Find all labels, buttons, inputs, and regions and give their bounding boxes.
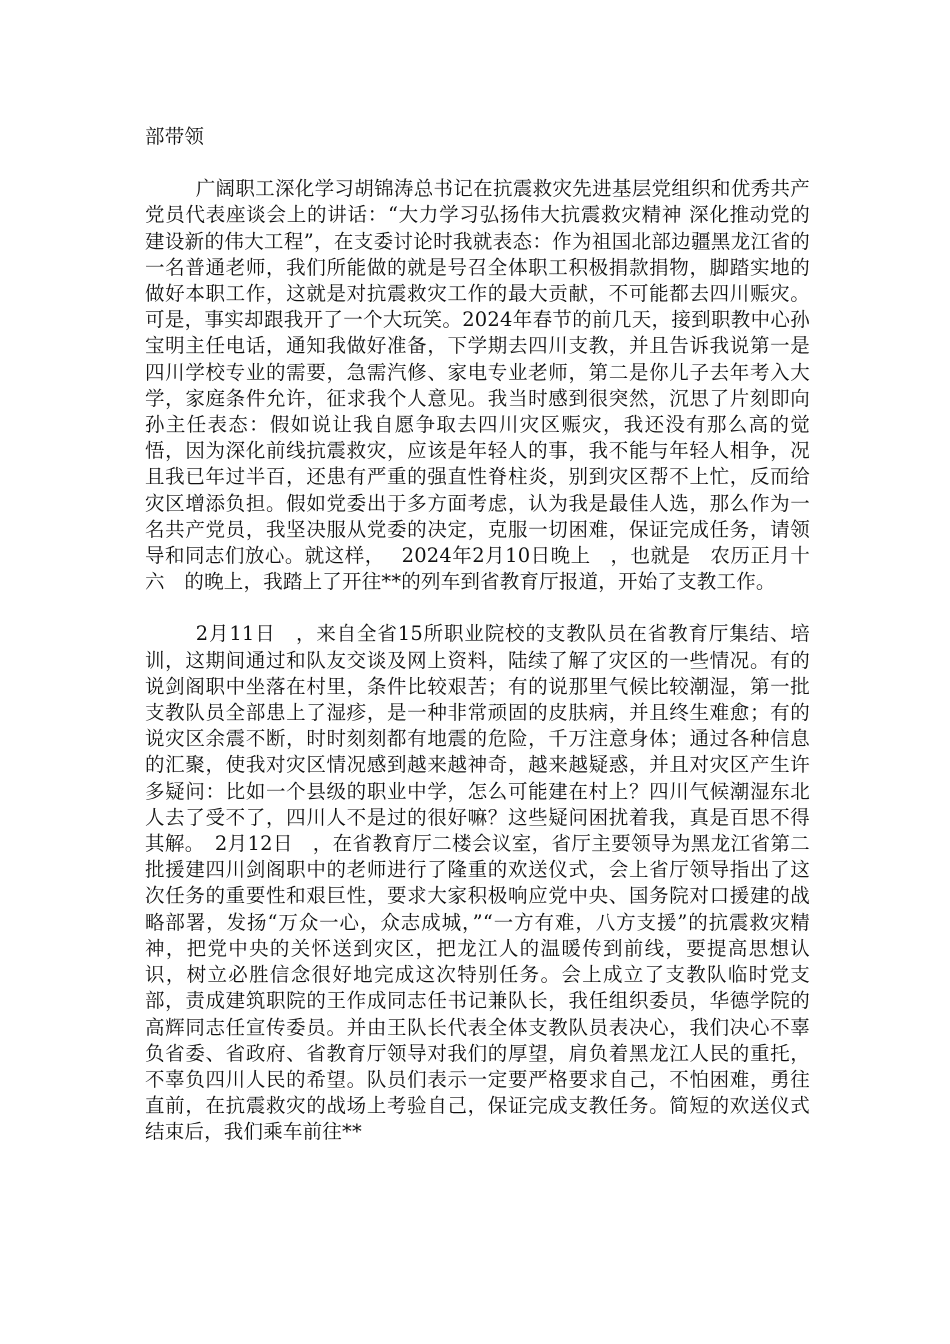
section-heading: 部带领 [145,125,205,148]
body-paragraph-1: 广阔职工深化学习胡锦涛总书记在抗震救灾先进基层党组织和优秀共产党员代表座谈会上的讲话：“大力学习弘扬伟大抗震救灾精神 深化推动党的建设新的伟大工程”，在支委讨论时我就表态：作为祖国北部边疆黑龙江省的一名普通老师，我们所能做的就是号召全体职工积极捐款捐物，脚踏实地的做好本职工作，这就是对抗震救灾工作的最大贡献，不可能都去四川赈灾。可是，事实却跟我开了一个大玩笑。2024年春节的前几天，接到职教中心孙宝明主任电话，通知我做好准备，下学期去四川支教，并且告诉我说第一是四川学校专业的需要，急需汽修、家电专业老师，第二是你儿子去年考入大学，家庭条件允许，征求我个人意见。我当时感到很突然，沉思了片刻即向孙主任表态：假如说让我自愿争取去四川灾区赈灾，我还没有那么高的觉悟，因为深化前线抗震救灾，应该是年轻人的事，我不能与年轻人相争，况且我已年过半百，还患有严重的强直性脊柱炎，别到灾区帮不上忙，反而给灾区增添负担。假如党委出于多方面考虑，认为我是最佳人选，那么作为一名共产党员，我坚决服从党委的决定，克服一切困难，保证完成任务，请领导和同志们放心。就这样， 2024年2月10日晚上 ，也就是 农历正月十六 的晚上，我踏上了开往**的列车到省教育厅报道，开始了支教工作。 [145,177,810,594]
body-paragraph-2: 2月11日 ，来自全省15所职业院校的支教队员在省教育厅集结、培训，这期间通过和队友交谈及网上资料，陆续了解了灾区的一些情况。有的说剑阁职中坐落在村里，条件比较艰苦；有的说那里气候比较潮湿，第一批支教队员全部患上了湿疹，是一种非常顽固的皮肤病，并且终生难愈；有的说灾区余震不断，时时刻刻都有地震的危险，千万注意身体；通过各种信息的汇聚，使我对灾区情况感到越来越神奇，越来越疑惑，并且对灾区产生许多疑问：比如一个县级的职业中学，怎么可能建在村上？四川气候潮湿东北人去了受不了，四川人不是过的很好嘛？这些疑问困扰着我，真是百思不得其解。 2月12日 ，在省教育厅二楼会议室，省厅主要领导为黑龙江省第二批援建四川剑阁职中的老师进行了隆重的欢送仪式，会上省厅领导指出了这次任务的重要性和艰巨性，要求大家积极响应党中央、国务院对口援建的战略部署，发扬“万众一心，众志成城，”“一方有难，八方支援”的抗震救灾精神，把党中央的关怀送到灾区，把龙江人的温暖传到前线，要提高思想认识，树立必胜信念很好地完成这次特别任务。会上成立了支教队临时党支部，责成建筑职院的王作成同志任书记兼队长，我任组织委员，华德学院的高辉同志任宣传委员。并由王队长代表全体支教队员表决心，我们决心不辜负省委、省政府、省教育厅领导对我们的厚望，肩负着黑龙江人民的重托，不辜负四川人民的希望。队员们表示一定要严格要求自己，不怕困难，勇往直前，在抗震救灾的战场上考验自己，保证完成支教任务。简短的欢送仪式结束后，我们乘车前往** [145,622,810,1144]
paragraph-spacer [145,595,810,621]
document-body [145,124,810,1146]
